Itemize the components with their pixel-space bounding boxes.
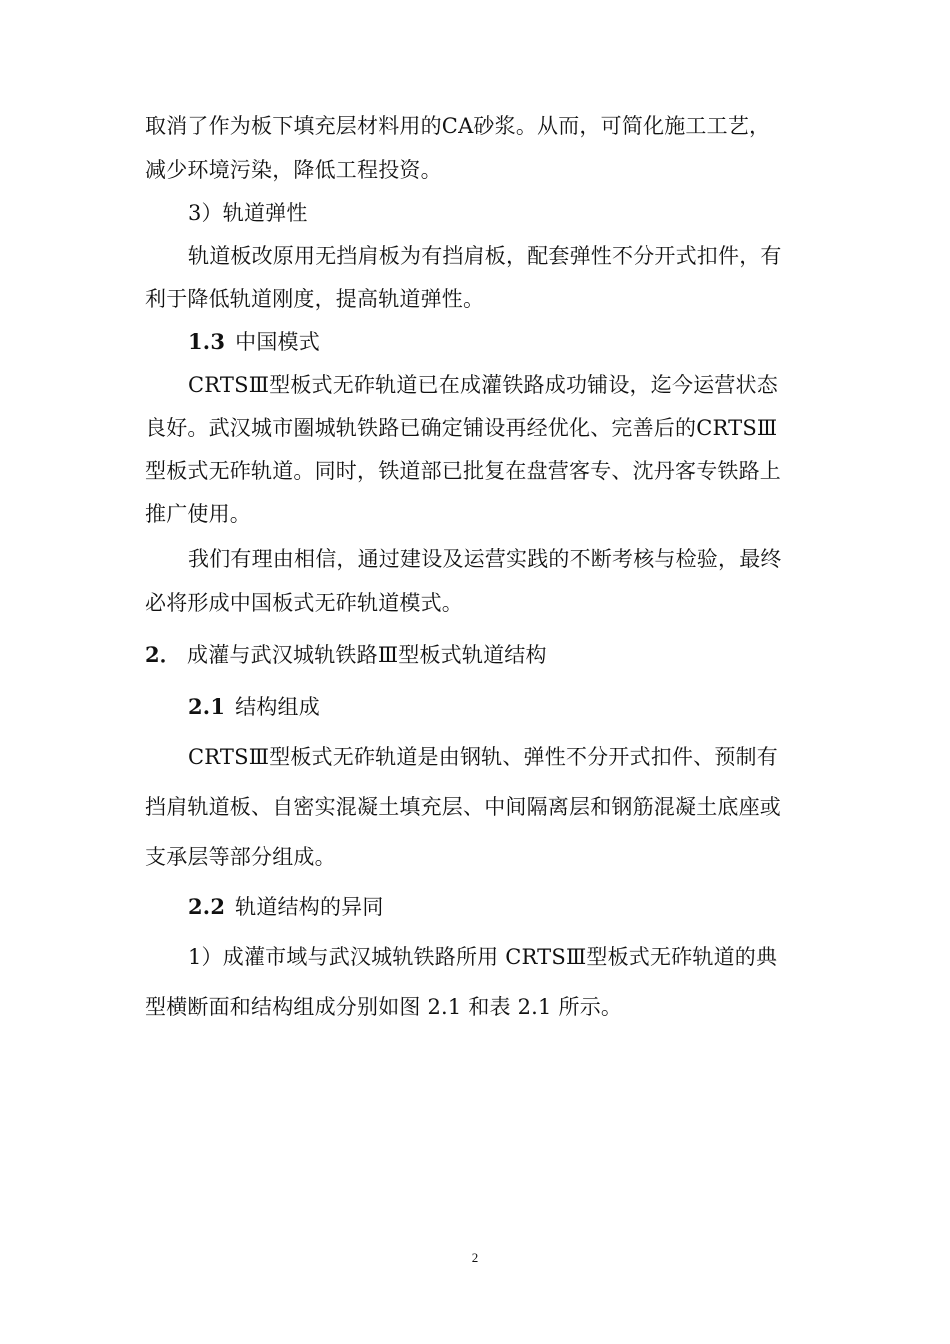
paragraph-line: 型板式无砟轨道。同时，铁道部已批复在盘营客专、沈丹客专铁路上 [145, 459, 781, 483]
section-heading-2-1 [188, 692, 320, 722]
section-heading-1-3 [188, 327, 320, 357]
section-number: 2． [145, 642, 182, 667]
section-heading-2 [145, 640, 547, 670]
list-item: 3）轨道弹性 [188, 201, 308, 225]
paragraph-line: 型横断面和结构组成分别如图 2.1 和表 2.1 所示。 [145, 995, 623, 1019]
paragraph-line: 良好。武汉城市圈城轨铁路已确定铺设再经优化、完善后的CRTSⅢ [145, 416, 778, 440]
paragraph-line: CRTSⅢ型板式无砟轨道是由钢轨、弹性不分开式扣件、预制有 [188, 745, 778, 769]
section-title: 轨道结构的异同 [235, 895, 384, 919]
paragraph-line: 减少环境污染，降低工程投资。 [145, 158, 442, 182]
section-heading-2-2 [188, 892, 384, 922]
section-title: 成灌与武汉城轨铁路Ⅲ型板式轨道结构 [187, 643, 547, 667]
paragraph-line: 挡肩轨道板、自密实混凝土填充层、中间隔离层和钢筋混凝土底座或 [145, 795, 781, 819]
paragraph-line: CRTSⅢ型板式无砟轨道已在成灌铁路成功铺设，迄今运营状态 [188, 373, 778, 397]
section-number: 2.1 [188, 694, 226, 719]
paragraph-line: 推广使用。 [145, 502, 251, 526]
paragraph-line: 我们有理由相信，通过建设及运营实践的不断考核与检验，最终 [188, 547, 782, 571]
section-title: 结构组成 [235, 695, 320, 719]
section-number: 2.2 [188, 894, 226, 919]
section-number: 1.3 [188, 329, 226, 354]
section-title: 中国模式 [235, 330, 320, 354]
paragraph-line: 必将形成中国板式无砟轨道模式。 [145, 591, 463, 615]
paragraph-line: 1）成灌市域与武汉城轨铁路所用 CRTSⅢ型板式无砟轨道的典 [188, 945, 778, 969]
paragraph-line: 取消了作为板下填充层材料用的CA砂浆。从而，可简化施工工艺， [145, 114, 771, 138]
paragraph-line: 轨道板改原用无挡肩板为有挡肩板，配套弹性不分开式扣件，有 [188, 244, 782, 268]
paragraph-line: 支承层等部分组成。 [145, 845, 336, 869]
page-number: 2 [471, 1250, 479, 1265]
paragraph-line: 利于降低轨道刚度，提高轨道弹性。 [145, 287, 485, 311]
